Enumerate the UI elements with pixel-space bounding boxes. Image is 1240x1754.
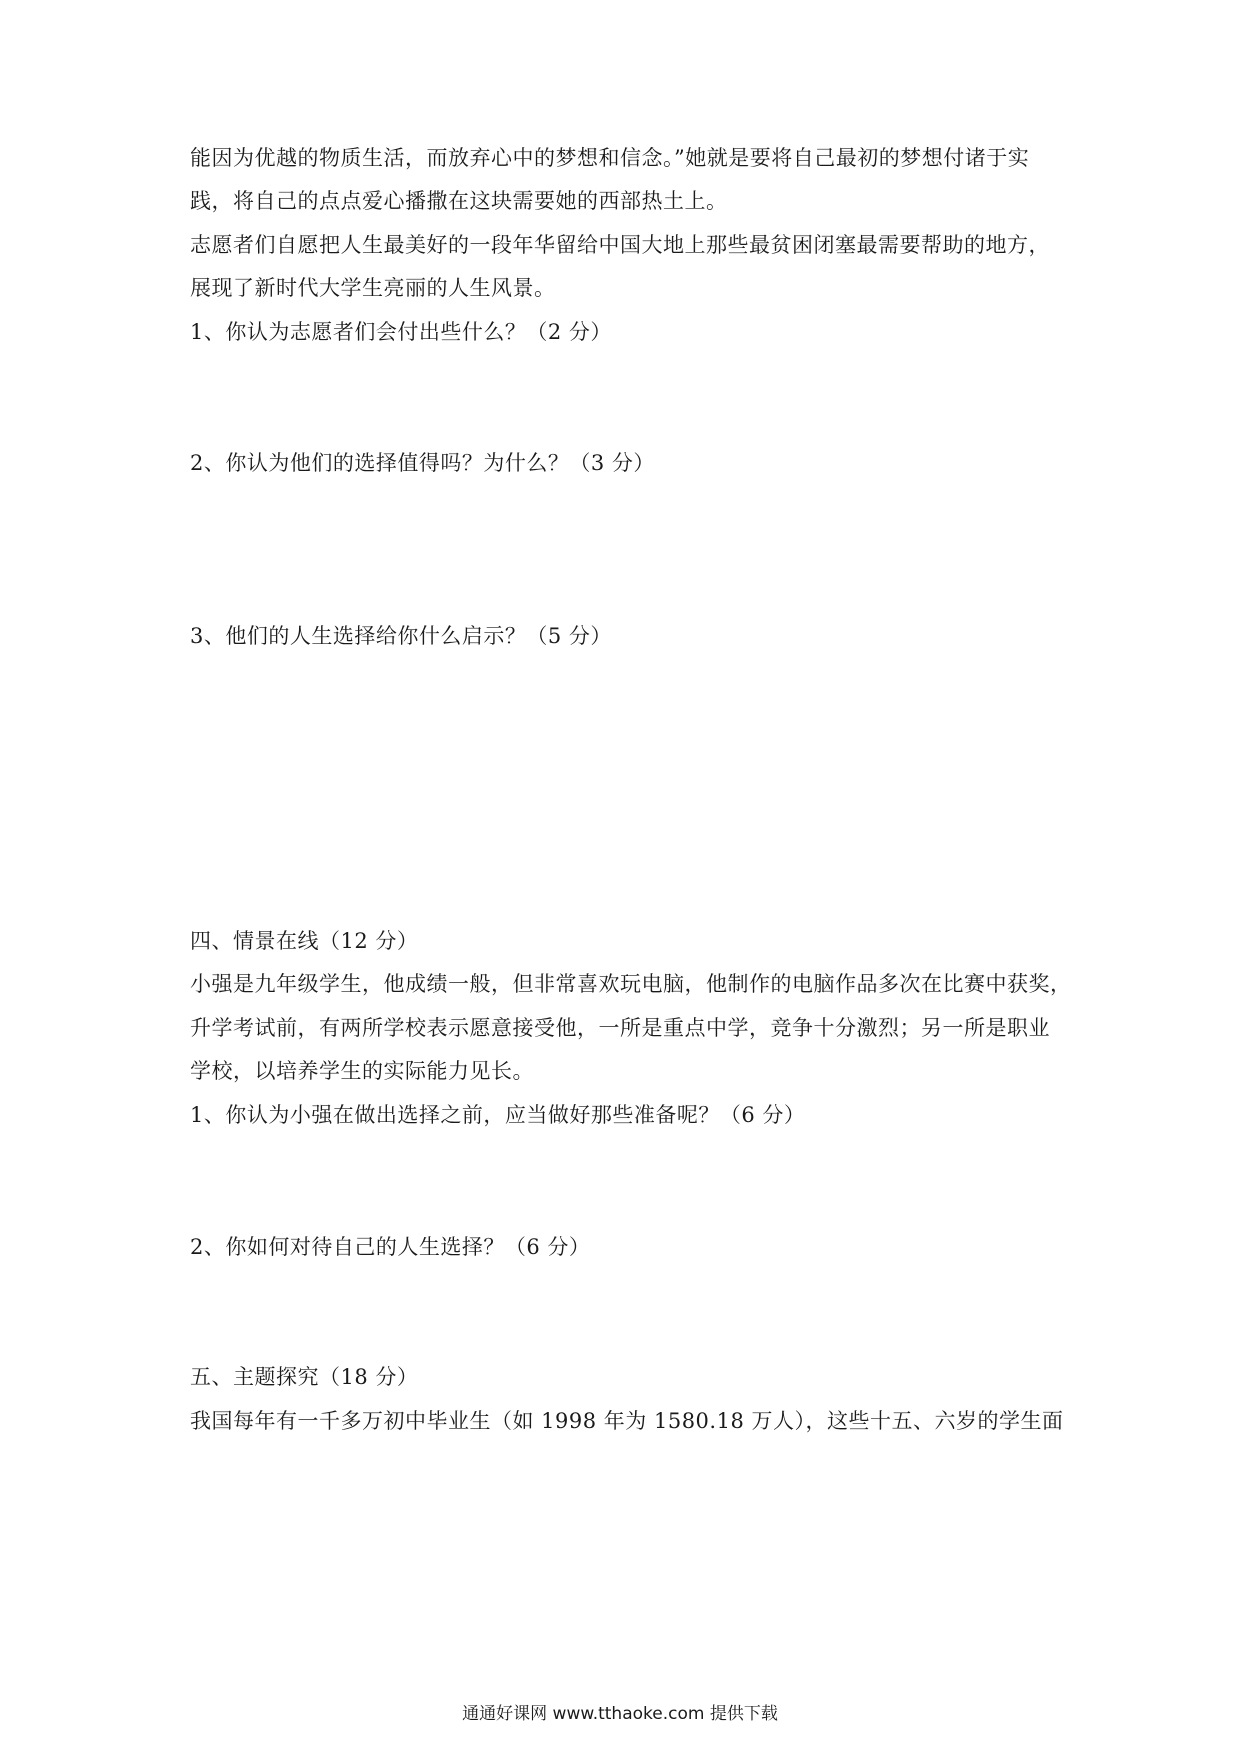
question-1: 1、你认为志愿者们会付出些什么？（2 分）: [190, 320, 612, 344]
paragraph-line: 能因为优越的物质生活，而放弃心中的梦想和信念。”她就是要将自己最初的梦想付诸于实: [190, 146, 1030, 170]
question-2: 2、你如何对待自己的人生选择？（6 分）: [190, 1235, 591, 1259]
paragraph-line: 践，将自己的点点爱心播撒在这块需要她的西部热土上。: [190, 189, 728, 213]
scenario-line: 升学考试前，有两所学校表示愿意接受他，一所是重点中学，竞争十分激烈；另一所是职业: [190, 1016, 1050, 1040]
scenario-line: 小强是九年级学生，他成绩一般，但非常喜欢玩电脑，他制作的电脑作品多次在比赛中获奖，: [190, 972, 1072, 996]
paragraph-line: 志愿者们自愿把人生最美好的一段年华留给中国大地上那些最贫困闭塞最需要帮助的地方，: [190, 233, 1050, 257]
footer-text: 通通好课网 www.tthaoke.com 提供下载: [462, 1704, 778, 1724]
question-2: 2、你认为他们的选择值得吗？为什么？（3 分）: [190, 451, 655, 475]
question-3: 3、他们的人生选择给你什么启示？（5 分）: [190, 624, 612, 648]
paragraph-line: 展现了新时代大学生亮丽的人生风景。: [190, 276, 556, 300]
section-heading: 五、主题探究（18 分）: [190, 1365, 419, 1389]
question-1: 1、你认为小强在做出选择之前，应当做好那些准备呢？（6 分）: [190, 1103, 806, 1127]
scenario-line: 学校，以培养学生的实际能力见长。: [190, 1059, 534, 1083]
paragraph-line: 我国每年有一千多万初中毕业生（如 1998 年为 1580.18 万人），这些十五、六岁的学生面: [190, 1409, 1064, 1433]
section-heading: 四、情景在线（12 分）: [190, 929, 419, 953]
